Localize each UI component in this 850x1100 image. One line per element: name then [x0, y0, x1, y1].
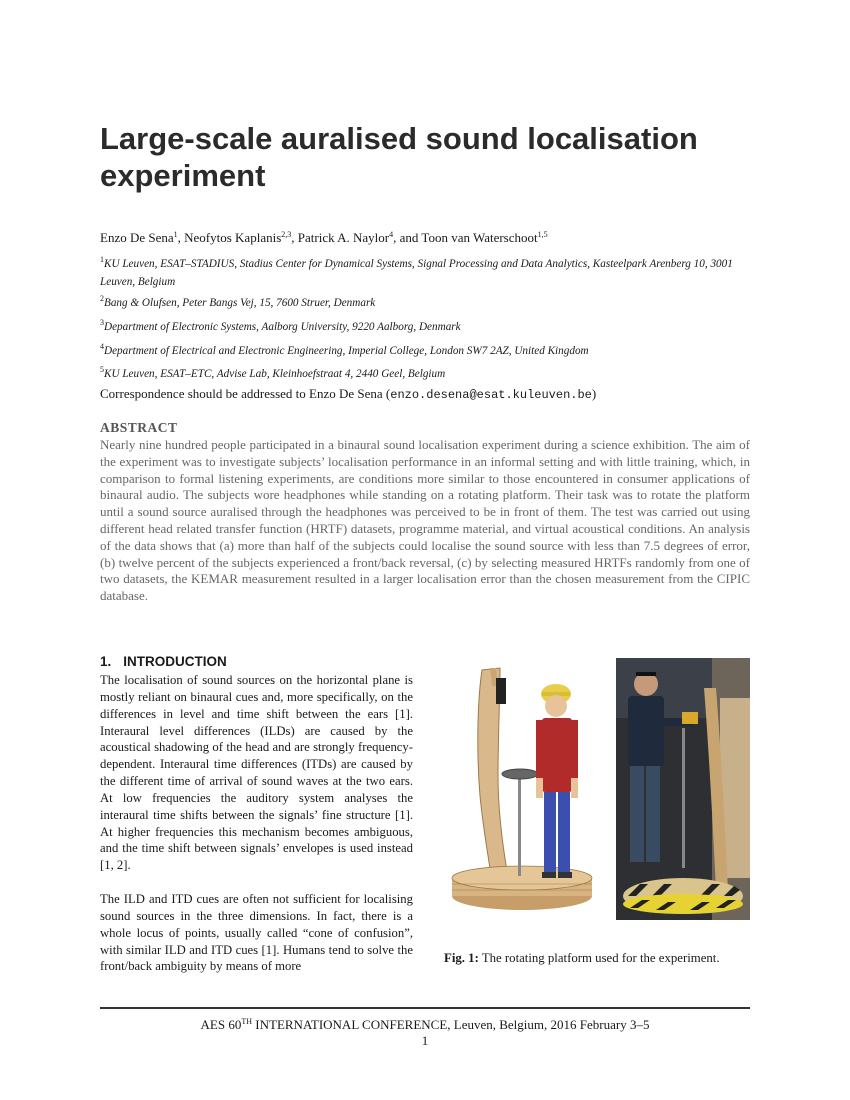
author-affiliation-mark: 1,5	[537, 230, 548, 239]
author-affiliation-mark: 2,3	[281, 230, 292, 239]
footer-rule	[100, 1007, 750, 1009]
figure-1	[438, 656, 750, 920]
affiliation-5: $^5$KU Leuven, ESAT–ETC, Advise Lab, Kleinhoefstraat 4, 2440 Geel, Belgium	[100, 365, 446, 380]
author-list: Enzo De Sena$^1$, Neofytos Kaplanis$^{2,3}$, Patrick A. Naylor$^4$, and Toon van Waterschoot$^{1,5}$	[100, 230, 548, 245]
affiliation-1: $^1$KU Leuven, ESAT–STADIUS, Stadius Center for Dynamical Systems, Signal Processing and Data Analytics, Kasteelpark Arenberg 10, 3001 Leuven, Belgium	[100, 255, 733, 288]
intro-paragraph-1: The localisation of sound sources on the horizontal plane is mostly reliant on binaural cues and, more specifically, on the differences in level and time shift between the ears [1]. Interaural level differences (ILDs) are caused by the acoustical shadowing of the head and are strongly frequency-dependent. Interaural time differences (ITDs) are caused by the different time of arrival of sound waves at the two ears. At low frequencies the auditory system analyses the interaural time shifts between the signals’ fine structure [1]. At higher frequencies this mechanism becomes ambiguous, and the time shift between signals’ envelopes is used instead [1, 2].	[100, 673, 413, 873]
author-name: Toon van Waterschoot	[421, 230, 538, 245]
affiliation-3: $^3$Department of Electronic Systems, Aalborg University, 9220 Aalborg, Denmark	[100, 318, 461, 333]
conference-footer: AES 60TH INTERNATIONAL CONFERENCE, Leuven, Belgium, 2016 February 3–5	[200, 1017, 650, 1032]
section-heading: 1. INTRODUCTION	[100, 654, 227, 669]
correspondence-email[interactable]: enzo.desena@esat.kuleuven.be	[390, 388, 592, 402]
affiliation-4: $^4$Department of Electrical and Electronic Engineering, Imperial College, London SW7 2AZ, United Kingdom	[100, 342, 589, 357]
author-name: Patrick A. Naylor	[297, 230, 390, 245]
platform-render-image	[438, 656, 606, 920]
abstract-text: Nearly nine hundred people participated in a binaural sound localisation experiment during a science exhibition. The aim of the experiment was to investigate subjects’ localisation performance in an informal setting and with little training, which, in comparison to formal listening experiments, are conditions more similar to those encountered in consumer applications of binaural audio. The subjects wore headphones while standing on a rotating platform. Their task was to rotate the platform until a sound source auralised through the headphones was perceived to be in front of them. The test was carried out using different head related transfer function (HRTF) datasets, programme material, and virtual acoustical conditions. An analysis of the data shows that (a) more than half of the subjects could localise the sound source with less than 7.5 degrees of error, (b) twelve percent of the subjects experienced a front/back reversal, (c) by selecting measured HRTFs randomly from one of two datasets, the KEMAR measurement resulted in a larger localisation error than the chosen measurement from the CIPIC database.	[100, 437, 750, 604]
author-affiliation-mark: 1	[173, 230, 178, 239]
paper-title: Large-scale auralised sound localisation experiment	[100, 121, 698, 193]
platform-photo-image	[616, 658, 750, 920]
affiliation-2: $^2$Bang & Olufsen, Peter Bangs Vej, 15, 7600 Struer, Denmark	[100, 294, 376, 309]
author-name: Enzo De Sena	[100, 230, 174, 245]
author-affiliation-mark: 4	[389, 230, 394, 239]
correspondence-line: Correspondence should be addressed to Enzo De Sena (enzo.desena@esat.kuleuven.be)	[100, 386, 597, 402]
intro-paragraph-2: The ILD and ITD cues are often not sufficient for localising sound sources in the three dimensions. In fact, there is a whole locus of points, usually called “cone of confusion”, with similar ILD and ITD cues [1]. Humans tend to solve the front/back ambiguity by means of more	[100, 892, 413, 974]
author-name: Neofytos Kaplanis	[184, 230, 282, 245]
figure-caption: Fig. 1: The rotating platform used for the experiment.	[444, 951, 720, 965]
page-number: 1	[421, 1033, 429, 1048]
abstract-heading: ABSTRACT	[100, 420, 178, 435]
